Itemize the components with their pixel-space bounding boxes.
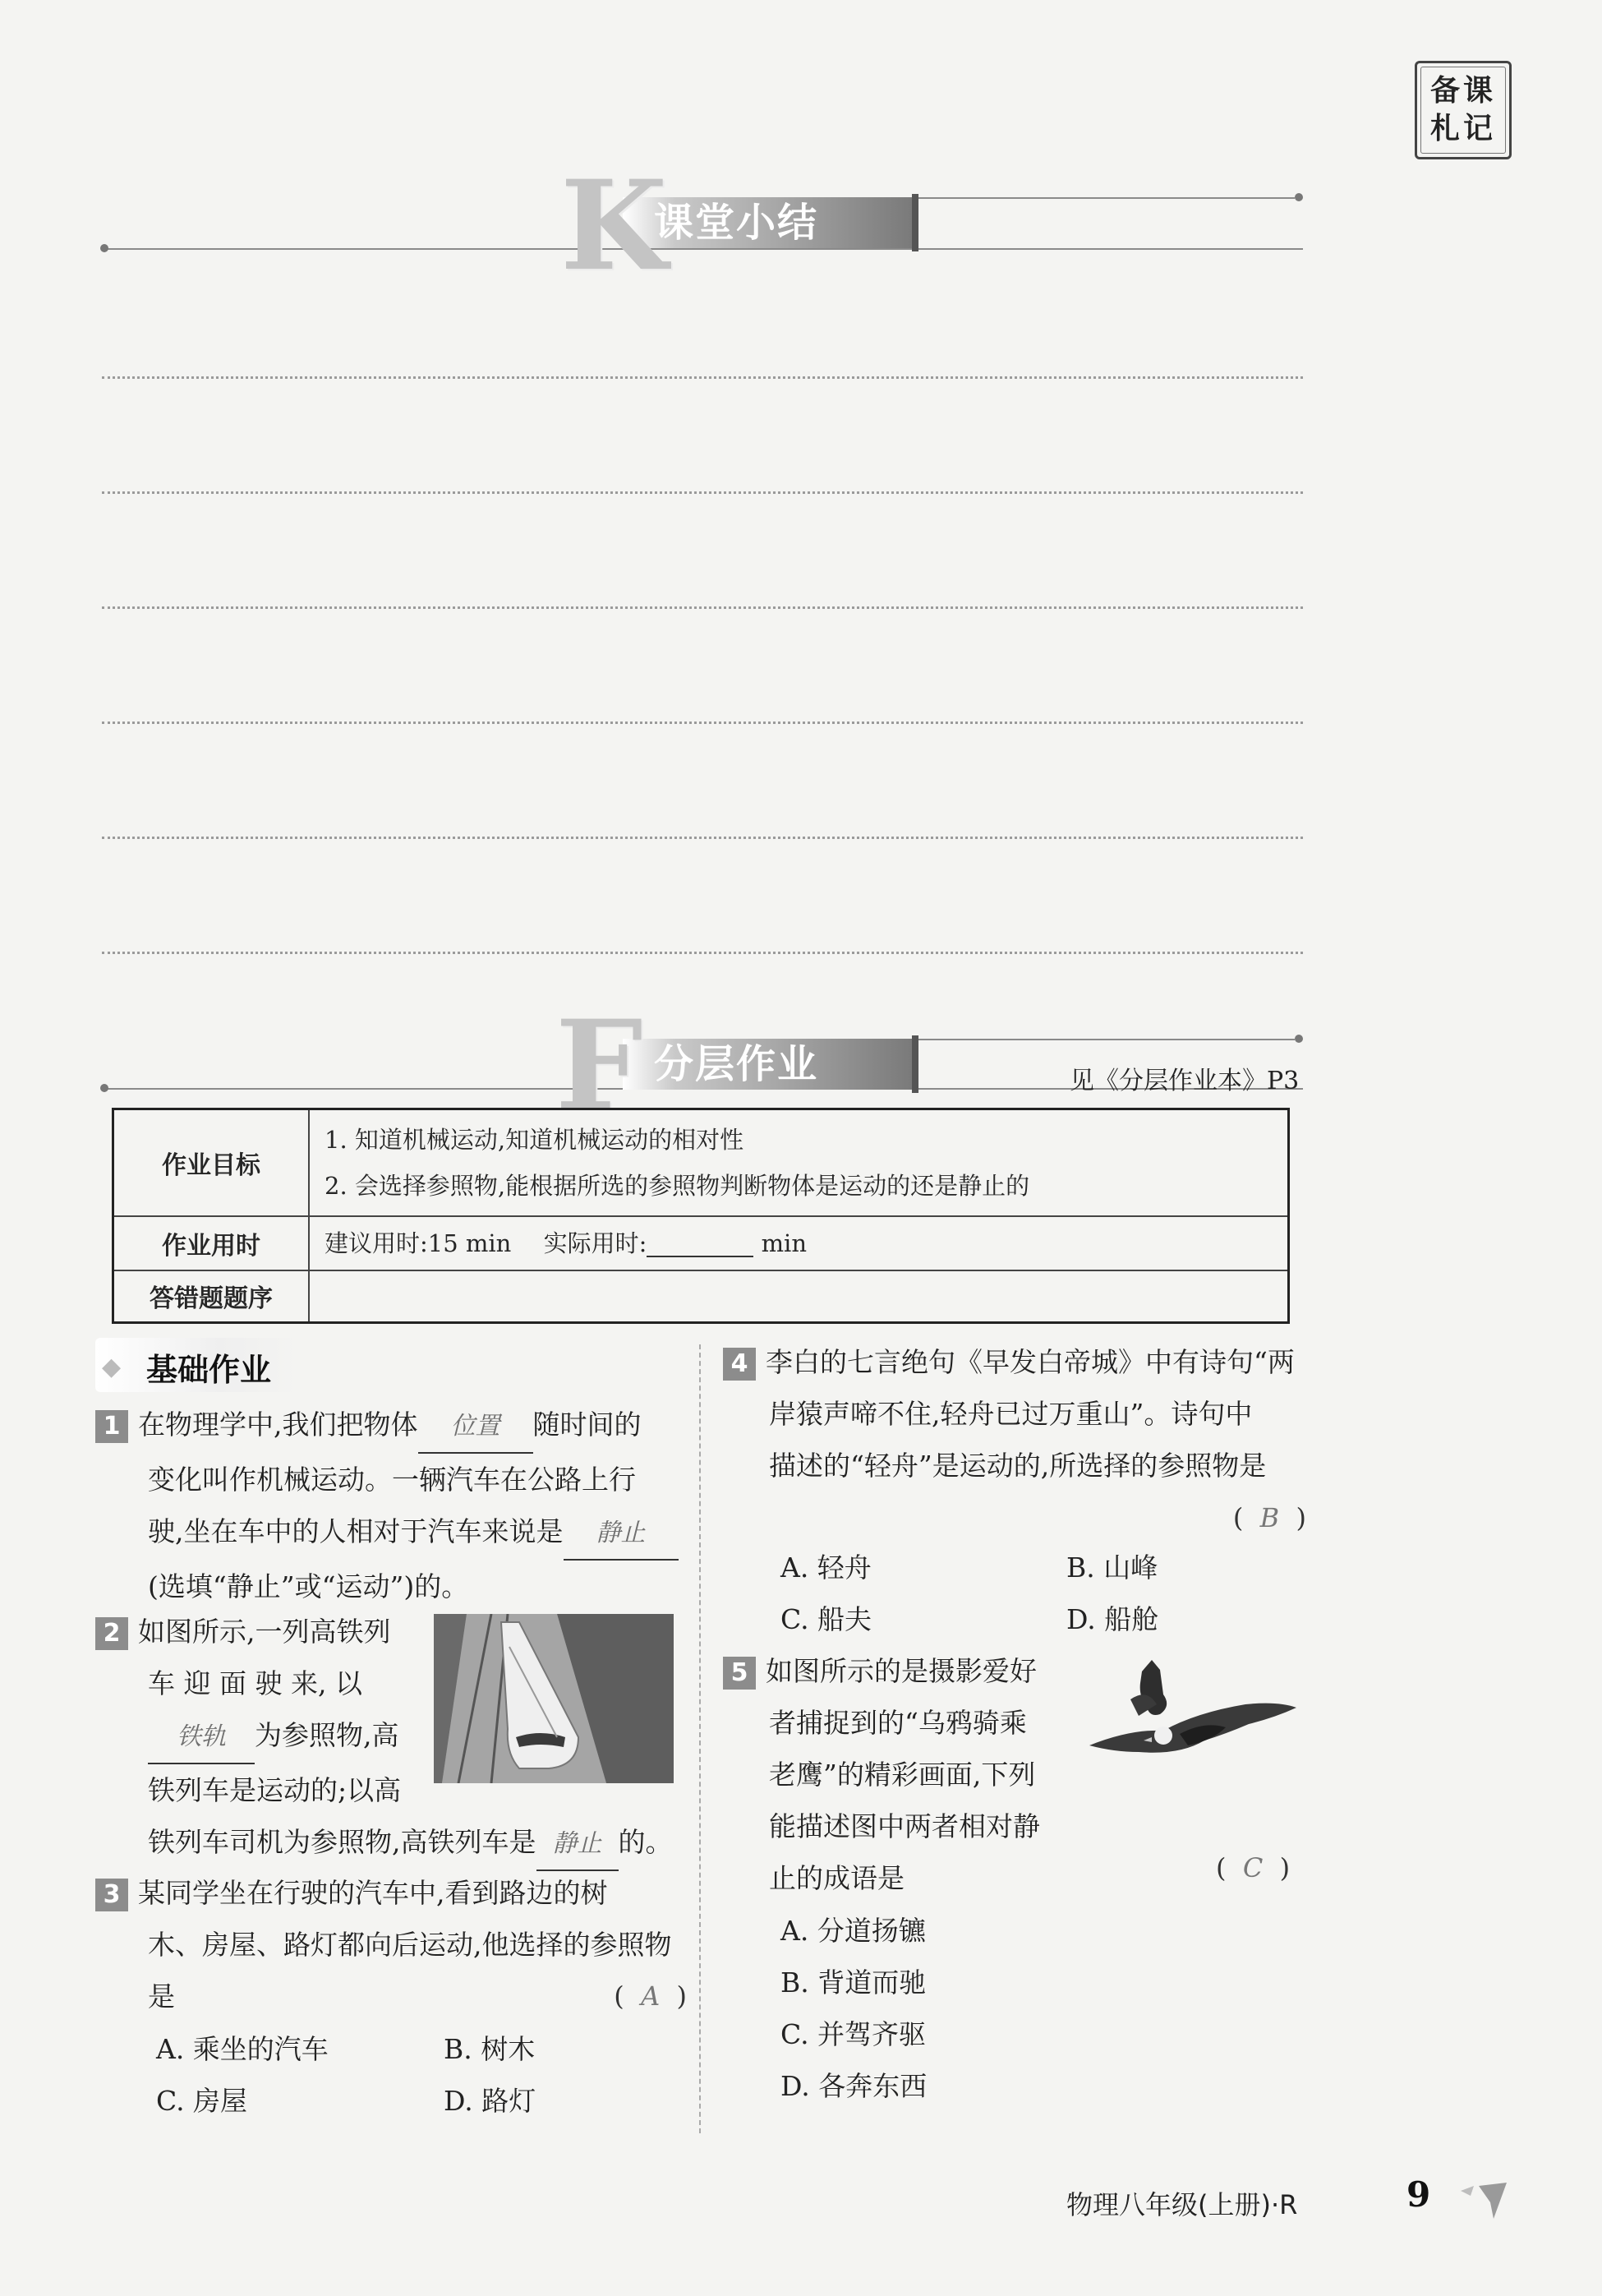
- question-text: (选填“静止”或“运动”)的。: [148, 1570, 469, 1602]
- time-actual-unit: min: [761, 1229, 808, 1257]
- writing-line: [102, 376, 1303, 379]
- corner-ornament-icon: [1456, 2178, 1513, 2225]
- wrong-order-field[interactable]: [309, 1270, 1289, 1323]
- question-3: [95, 1867, 687, 2022]
- question-text: 铁列车是运动的;以高: [148, 1774, 402, 1806]
- writing-line: [102, 606, 1303, 609]
- question-text: 老鹰”的精彩画面,下列: [769, 1759, 1036, 1791]
- question-text: 变化叫作机械运动。一辆汽车在公路上行: [148, 1464, 636, 1496]
- time-content: [309, 1216, 1289, 1270]
- goal-content: [309, 1109, 1289, 1216]
- option-d[interactable]: D. 船舱: [1066, 1603, 1159, 1635]
- option-a[interactable]: A. 分道扬镳: [780, 1915, 926, 1947]
- column-divider: [699, 1344, 701, 2133]
- note-stamp-line2: 札记: [1429, 112, 1496, 145]
- question-number: 4: [723, 1348, 756, 1381]
- answer-blank[interactable]: 位置: [418, 1400, 533, 1454]
- question-text: 描述的“轻舟”是运动的,所选择的参照物是: [769, 1450, 1267, 1482]
- question-text: 木、房屋、路灯都向后运动,他选择的参照物: [148, 1929, 672, 1961]
- question-text: 李白的七言绝句《早发白帝城》中有诗句“两: [766, 1346, 1295, 1378]
- time-actual-label: 实际用时:: [543, 1229, 647, 1257]
- option-a[interactable]: A. 轻舟: [780, 1551, 872, 1584]
- option-b[interactable]: B. 树木: [444, 2033, 536, 2065]
- question-number: 5: [723, 1657, 756, 1690]
- writing-line: [102, 722, 1303, 724]
- answer-bracket[interactable]: ( B ): [1232, 1502, 1306, 1533]
- option-b[interactable]: B. 背道而驰: [780, 1966, 927, 1999]
- option-a[interactable]: A. 乘坐的汽车: [156, 2033, 329, 2065]
- time-suggested: 建议用时:15 min: [325, 1229, 512, 1257]
- rule-dot: [1295, 193, 1303, 201]
- option-c[interactable]: C. 船夫: [780, 1603, 872, 1635]
- question-text: 是: [148, 1980, 175, 2012]
- wrong-order-label: 答错题题序: [113, 1270, 310, 1323]
- note-stamp: [1415, 61, 1512, 159]
- banner-end: [912, 1035, 918, 1093]
- question-text: 在物理学中,我们把物体: [138, 1408, 418, 1441]
- section-letter: K: [560, 154, 665, 298]
- rule-dot: [100, 1084, 108, 1092]
- question-text: 如图所示的是摄影爱好: [766, 1655, 1037, 1687]
- question-number: 3: [95, 1879, 128, 1911]
- section-title: 分层作业: [654, 1041, 819, 1087]
- writing-line: [102, 837, 1303, 839]
- question-text: 随时间的: [532, 1408, 642, 1441]
- question-text: 铁列车司机为参照物,高铁列车是: [148, 1826, 536, 1858]
- question-text: 止的成语是: [769, 1862, 905, 1894]
- answer-blank[interactable]: 静止: [564, 1507, 679, 1561]
- section-rule-upper: [912, 1039, 1295, 1040]
- writing-line: [102, 491, 1303, 494]
- homework-goal-table: [112, 1108, 1290, 1324]
- question-5: [723, 1645, 1068, 1904]
- answer-blank[interactable]: 铁轨: [148, 1711, 255, 1764]
- time-actual-blank[interactable]: [647, 1233, 753, 1257]
- workbook-reference: 见《分层作业本》P3: [1070, 1067, 1300, 1095]
- section-rule-upper: [912, 197, 1295, 199]
- question-text: 者捕捉到的“乌鸦骑乘: [769, 1707, 1027, 1739]
- basic-homework-heading: 基础作业: [146, 1352, 272, 1388]
- answer-bracket[interactable]: ( C ): [1216, 1852, 1291, 1883]
- tab-marker-icon: ◆: [102, 1353, 122, 1381]
- rule-dot: [100, 244, 108, 252]
- option-c[interactable]: C. 房屋: [156, 2085, 248, 2117]
- bird-illustration: [1081, 1655, 1303, 1778]
- option-d[interactable]: D. 路灯: [444, 2085, 536, 2117]
- question-1: [95, 1399, 687, 1612]
- question-text: 某同学坐在行驶的汽车中,看到路边的树: [138, 1877, 608, 1909]
- option-c[interactable]: C. 并驾齐驱: [780, 2018, 927, 2050]
- section-rule-lower: [105, 248, 1303, 250]
- option-b[interactable]: B. 山峰: [1066, 1551, 1158, 1584]
- section-letter: F: [555, 994, 640, 1138]
- option-d[interactable]: D. 各奔东西: [780, 2070, 928, 2102]
- book-title-footer: 物理八年级(上册)·R: [1066, 2189, 1298, 2220]
- question-text: 为参照物,高: [255, 1719, 399, 1751]
- answer-choice: B: [1259, 1502, 1280, 1533]
- train-illustration: [434, 1614, 674, 1783]
- time-label: 作业用时: [113, 1216, 310, 1270]
- banner-end: [912, 194, 918, 251]
- answer-blank[interactable]: 静止: [536, 1818, 619, 1871]
- note-stamp-line1: 备课: [1429, 74, 1496, 108]
- section-title: 课堂小结: [654, 200, 819, 246]
- question-number: 1: [95, 1410, 128, 1443]
- answer-choice: C: [1242, 1852, 1264, 1883]
- question-text: 能描述图中两者相对静: [769, 1810, 1040, 1842]
- question-text: 岸猿声啼不住,轻舟已过万重山”。诗句中: [769, 1398, 1253, 1430]
- question-text: 驶,坐在车中的人相对于汽车来说是: [148, 1515, 564, 1547]
- goal-label: 作业目标: [113, 1109, 310, 1216]
- answer-bracket[interactable]: ( A ): [614, 1980, 687, 2012]
- crow-riding-eagle-photo: [1081, 1655, 1303, 1778]
- question-number: 2: [95, 1617, 128, 1650]
- question-text: 车 迎 面 驶 来, 以: [148, 1667, 362, 1699]
- question-4: [723, 1336, 1306, 1544]
- answer-choice: A: [641, 1980, 661, 2012]
- page-number: 9: [1406, 2174, 1431, 2215]
- goal-item-1: 1. 知道机械运动,知道机械运动的相对性: [325, 1125, 744, 1154]
- rule-dot: [1295, 1035, 1303, 1043]
- goal-item-2: 2. 会选择参照物,能根据所选的参照物判断物体是运动的还是静止的: [325, 1171, 1030, 1200]
- high-speed-train-photo: [434, 1614, 674, 1783]
- writing-line: [102, 952, 1303, 954]
- question-text: 如图所示,一列高铁列: [138, 1616, 391, 1648]
- question-text: 的。: [618, 1826, 673, 1858]
